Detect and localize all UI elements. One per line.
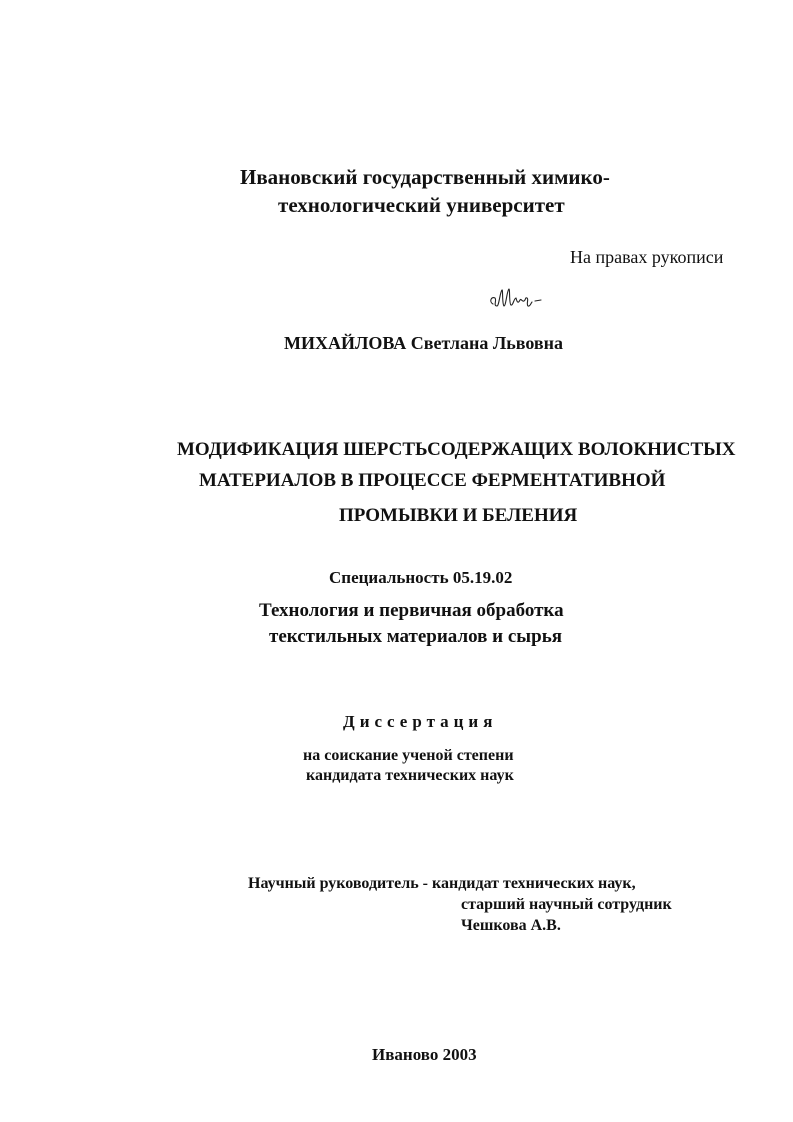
signature-icon — [487, 284, 557, 314]
degree-line-1: на соискание ученой степени — [303, 747, 514, 764]
specialty-field-line-1: Технология и первичная обработка — [259, 600, 564, 621]
degree-line-2: кандидата технических наук — [306, 767, 514, 784]
place-and-year: Иваново 2003 — [372, 1045, 477, 1064]
supervisor-line-1: Научный руководитель - кандидат технических наук, — [248, 875, 636, 892]
institution-line-1: Ивановский государственный химико- — [240, 165, 610, 189]
supervisor-line-2: старший научный сотрудник — [461, 896, 672, 913]
thesis-title-line-2: МАТЕРИАЛОВ В ПРОЦЕССЕ ФЕРМЕНТАТИВНОЙ — [199, 470, 666, 491]
author-name: МИХАЙЛОВА Светлана Львовна — [284, 333, 564, 353]
supervisor-name: Чешкова А.В. — [461, 917, 561, 934]
institution-line-2: технологический университет — [278, 193, 565, 217]
thesis-title-line-3: ПРОМЫВКИ И БЕЛЕНИЯ — [339, 505, 578, 526]
rights-note: На правах рукописи — [570, 247, 724, 267]
specialty-code: Специальность 05.19.02 — [329, 568, 513, 587]
work-type: Диссертация — [343, 712, 498, 731]
specialty-field-line-2: текстильных материалов и сырья — [269, 626, 563, 647]
thesis-title-line-1: МОДИФИКАЦИЯ ШЕРСТЬСОДЕРЖАЩИХ ВОЛОКНИСТЫХ — [177, 439, 736, 460]
